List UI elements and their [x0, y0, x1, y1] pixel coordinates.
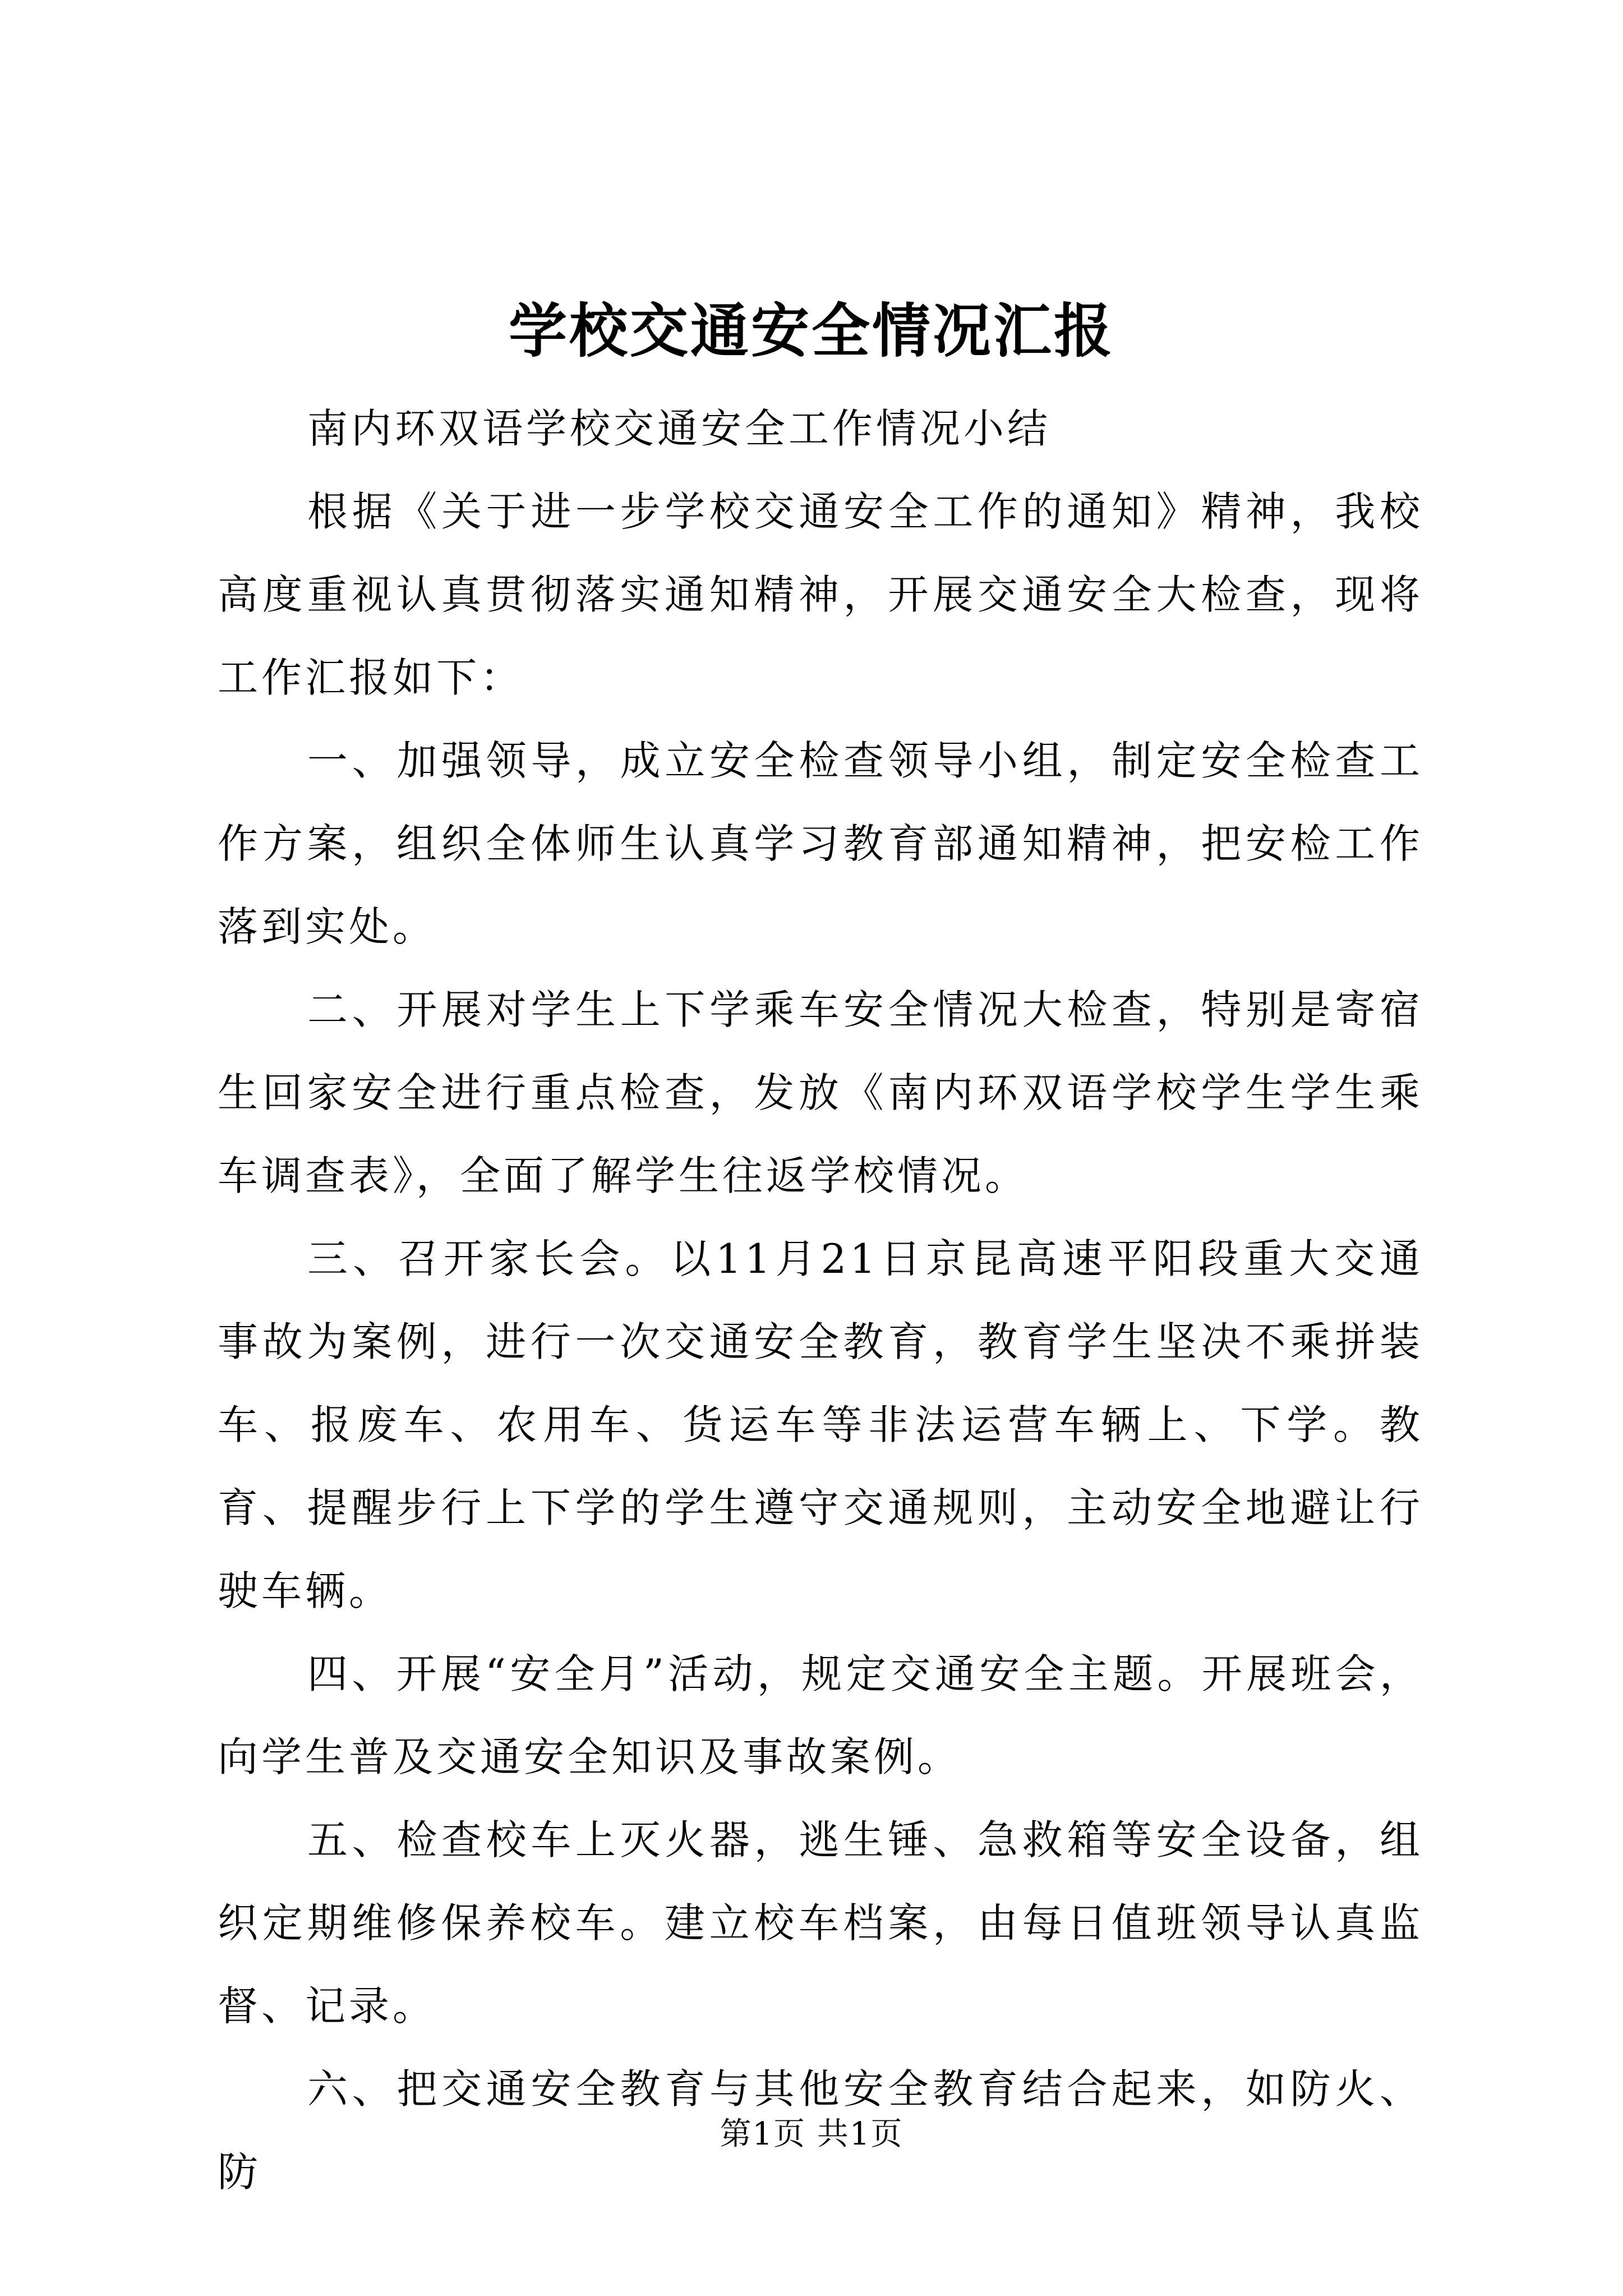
paragraph-item-1: 一、加强领导，成立安全检查领导小组，制定安全检查工作方案，组织全体师生认真学习教育部通知精神，把安检工作落到实处。 [218, 737, 1423, 950]
document-title: 学校交通安全情况汇报 [508, 296, 1114, 365]
paragraph-item-3: 三、召开家长会。以11月21日京昆高速平阳段重大交通事故为案例，进行一次交通安全教育，教育学生坚决不乘拼装车、报废车、农用车、货运车等非法运营车辆上、下学。教育、提醒步行上下学的学生遵守交通规则，主动安全地避让行驶车辆。 [218, 1235, 1423, 1614]
page-number-footer: 第1页 共1页 [720, 2116, 903, 2152]
document-subtitle: 南内环双语学校交通安全工作情况小结 [307, 405, 1052, 452]
paragraph-item-4: 四、开展“安全月”活动，规定交通安全主题。开展班会，向学生普及交通安全知识及事故案例。 [218, 1650, 1423, 1780]
paragraph-item-2: 二、开展对学生上下学乘车安全情况大检查，特别是寄宿生回家安全进行重点检查，发放《南内环双语学校学生学生乘车调查表》，全面了解学生往返学校情况。 [218, 986, 1423, 1199]
paragraph-item-5: 五、检查校车上灭火器，逃生锤、急救箱等安全设备，组织定期维修保养校车。建立校车档案，由每日值班领导认真监督、记录。 [218, 1816, 1423, 2030]
paragraph-intro: 根据《关于进一步学校交通安全工作的通知》精神，我校高度重视认真贯彻落实通知精神，开展交通安全大检查，现将工作汇报如下： [218, 488, 1423, 701]
paragraph-item-6: 六、把交通安全教育与其他安全教育结合起来，如防火、防 [218, 2065, 1423, 2196]
document-body [218, 387, 1423, 2214]
